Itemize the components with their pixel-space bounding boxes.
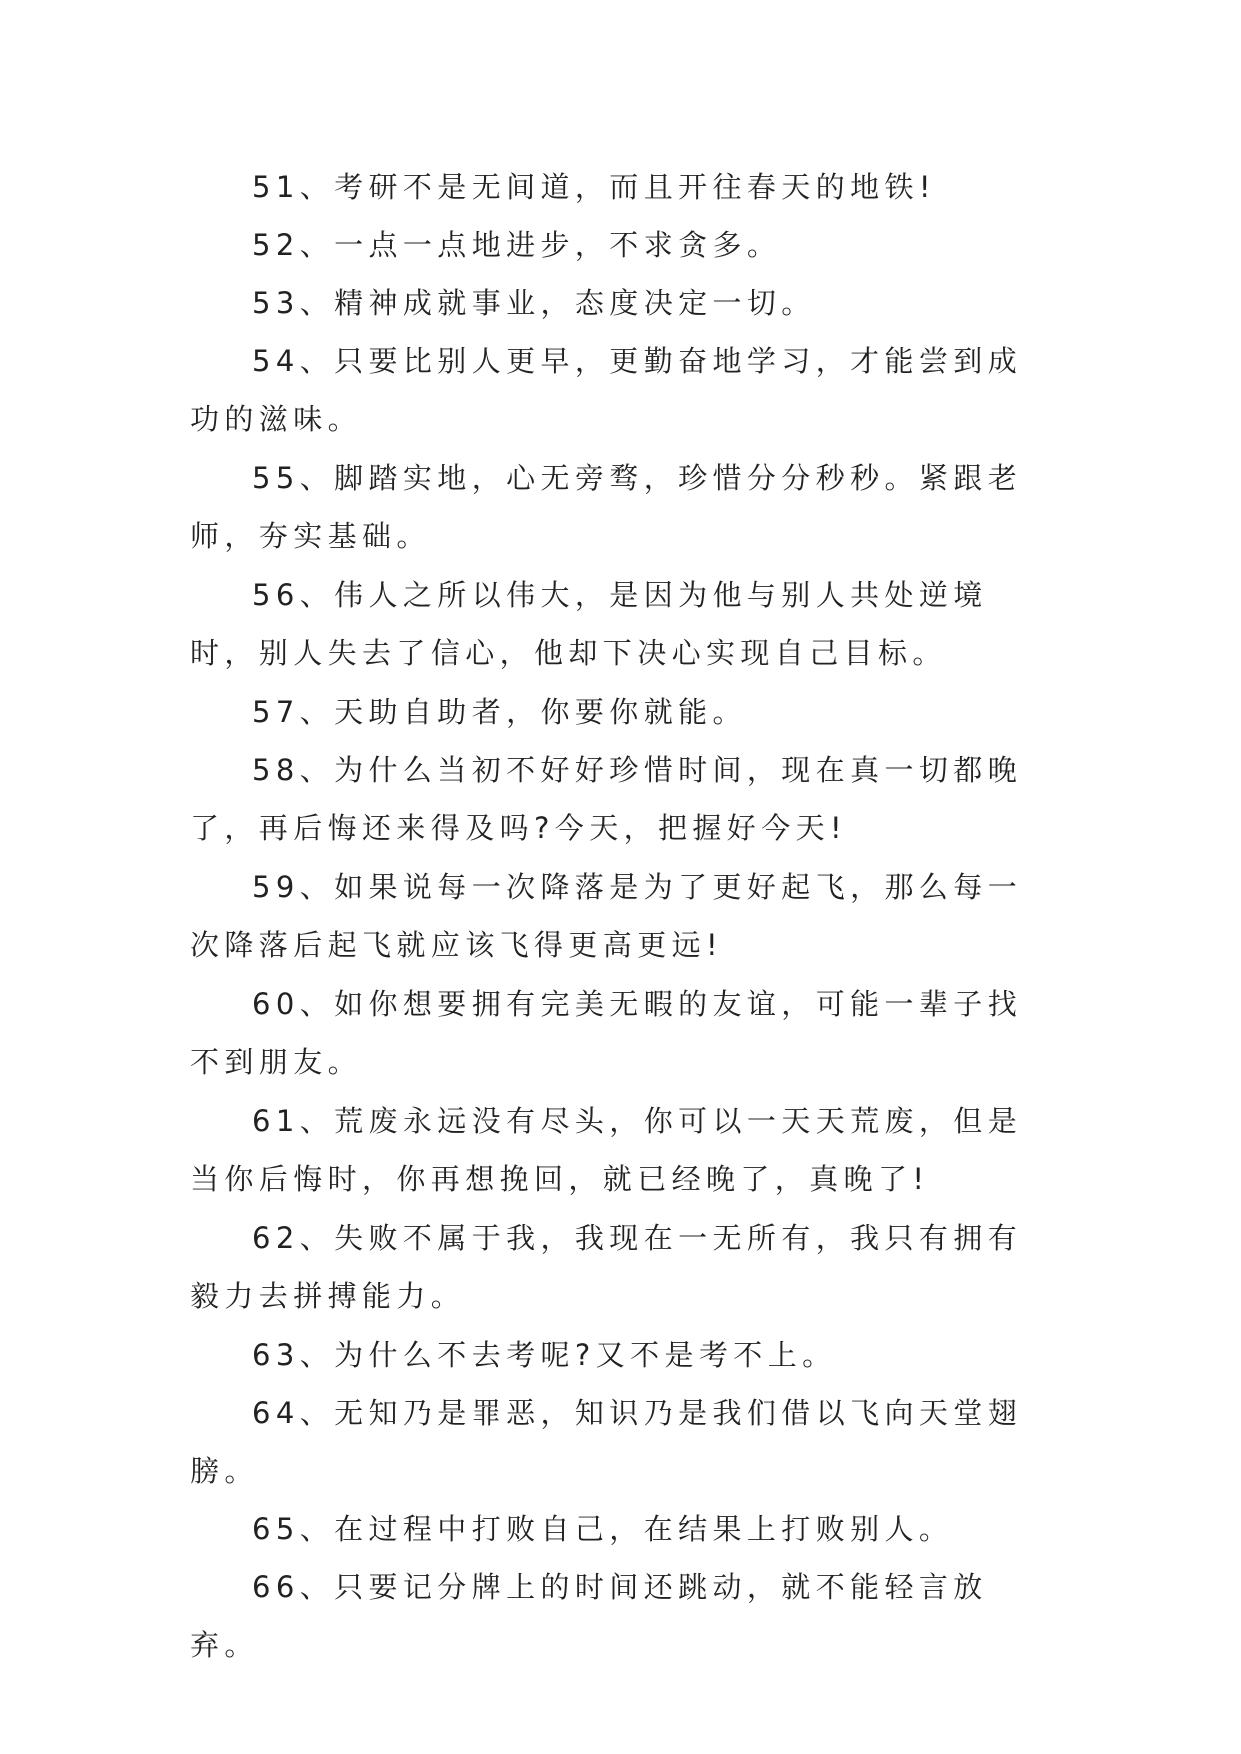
list-item: 55、脚踏实地，心无旁骛，珍惜分分秒秒。紧跟老师，夯实基础。 <box>190 461 1023 553</box>
list-item: 54、只要比别人更早，更勤奋地学习，才能尝到成功的滋味。 <box>190 344 1023 436</box>
list-item: 56、伟人之所以伟大，是因为他与别人共处逆境时，别人失去了信心，他却下决心实现自己目标。 <box>190 578 988 670</box>
list-item: 60、如你想要拥有完美无暇的友谊，可能一辈子找不到朋友。 <box>190 987 1023 1079</box>
list-item: 66、只要记分牌上的时间还跳动，就不能轻言放弃。 <box>190 1570 988 1662</box>
list-item: 58、为什么当初不好好珍惜时间，现在真一切都晚了，再后悔还来得及吗?今天，把握好今天! <box>190 753 1023 845</box>
list-item: 64、无知乃是罪恶，知识乃是我们借以飞向天堂翅膀。 <box>190 1396 1023 1488</box>
list-item: 65、在过程中打败自己，在结果上打败别人。 <box>252 1512 954 1546</box>
list-item: 59、如果说每一次降落是为了更好起飞，那么每一次降落后起飞就应该飞得更高更远! <box>190 870 1023 962</box>
list-item: 62、失败不属于我，我现在一无所有，我只有拥有毅力去拼搏能力。 <box>190 1221 1023 1313</box>
list-item: 52、一点一点地进步，不求贪多。 <box>252 228 782 262</box>
list-item: 57、天助自助者，你要你就能。 <box>252 695 747 729</box>
list-item: 61、荒废永远没有尽头，你可以一天天荒废，但是当你后悔时，你再想挽回，就已经晚了，真晚了! <box>190 1104 1023 1196</box>
list-item: 51、考研不是无间道，而且开往春天的地铁! <box>252 170 936 204</box>
list-item: 53、精神成就事业，态度决定一切。 <box>252 286 816 320</box>
list-item: 63、为什么不去考呢?又不是考不上。 <box>252 1338 837 1372</box>
document-body <box>190 158 1050 1674</box>
